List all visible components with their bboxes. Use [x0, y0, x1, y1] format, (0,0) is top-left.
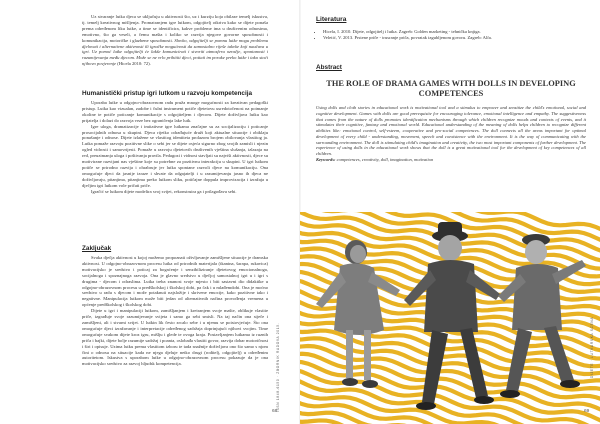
- intro-paragraph-text: Uz stvaranje lutka djeca se uključuju u aktivnosti što, uz i kurziju koja obilaze temelj iskustva, tj. temelj kreativnog mišljenja. Promatranjem igre lutkom, odgojitelj otkriva kako se dijete ponaša prema određenom liku lutke, a time se identificira, kakve probleme ima u društvenim odnosima, emotivno, što ga veseli, a čemu mašta i koliko se razvija njegove govorne sposobnosti i komunikacija, motoričke i glazbene sposobnosti.: [82, 14, 268, 43]
- abstract-text: [316, 105, 586, 157]
- abstract-body: Using dolls and cloth stories in educational work is motivational tool and a stimulus to empower and sensitize the child's emotional, social and cognitive development. Games with dolls are good prerequisite for encouraging tolerance, emotional intelligence and empathy. The suggestiveness that comes from the nature of dolls promotes identification mechanisms through which children recognize moods and contexts of events, and it stimulates their cognitive, fantasy and emotional world. Educational understanding of the meaning of dolls helps children to recognize different abilities like: emotional control, self-esteem, cooperative and pro-social competences. The doll connects all the areas important for optimal development of every child - understanding, movement, speech and coexistence with the environment. It is the way of communicating with the surrounding environment. The doll is stimulating child's imagination and creativity, the two most important components of further development. The experience of using dolls in the educational work shows that the doll is a great motivational tool for the development of key competences of all children.: [316, 105, 586, 157]
- right-page: [300, 0, 600, 424]
- intro-paragraph: [82, 14, 268, 67]
- abstract-keywords: [316, 157, 586, 163]
- heading-conclusion: Zaključak: [82, 245, 112, 252]
- abstract-heading: Abstract: [316, 64, 342, 71]
- literature-section: [316, 16, 586, 41]
- heading-humanistic: Humanistički pristup igri lutkom u razvoju kompetencija: [82, 90, 253, 97]
- right-side-label: DIJETE · LUTKARSKA SCENA: [590, 316, 594, 378]
- abstract-title: THE ROLE OF DRAMA GAMES WITH DOLLS IN DEVELOPING COMPETENCES: [326, 79, 576, 98]
- literature-heading: Literatura: [316, 16, 347, 23]
- conclusion-paragraph-2: Dijete u igri i manipulaciji lutkom, zamišljanjem i kreiranjem svoje mašte, oblikuje vlastite priče, izgrađuje svoje razumijevanje svijeta i samo ga sebi smisli. Na taj način ona stječe i zamišljeni, ali i stvarni svijet. U lutkin lik često zrcalo sebe i u njemu se poistovjećuje. Što ona omogućuje djeci izražavanje i interpretacije određenog sadržaja doprinjujući njihovi svojim. Time omogućuje svakom dijete kroz igru, mišlju i glede te ovoga kraja. Postavljanjem lutkama iz ruznih priča i bajki, dijete bolje razumije sadržaj i poanta, oslobađa vlastiti govor, razvija dobar motoričnost i širi i opisuje. Uzima lutku prema vlastitom izboru te tada snažnije doživljava ono što samo s njom čini o odnosu na situacije kada ne njega djeluje netko drugi (roditelj, odgojitelj) u određenim autoritetom. Iskustva s uporabom lutke u odgojno-obrazovnom procesu pokazuje da je ona motivacijsko sredstvo za razvoj hljudsk kompetencija.: [82, 308, 268, 367]
- humanistic-paragraph-3: Igračić se lutkom dijete modelira svoj svijet, rekonstruira ga i prilagođava sebi.: [91, 188, 237, 194]
- children-photo-illustration: [300, 212, 600, 424]
- children-photo: [300, 212, 600, 424]
- reference-item: • Hicela, I. 2010. Dijete, odgojitelj i lutka. Zagreb: Golden marketing - tehnička knjiga.: [323, 29, 586, 35]
- humanistic-section: [82, 90, 268, 195]
- keywords-label: Keywords:: [316, 156, 336, 162]
- intro-citation: (Hicela 2010: 72).: [116, 61, 151, 67]
- intro-block: [82, 14, 268, 67]
- conclusion-paragraph-1: Svaka dječja aktivnost u kojoj možemo propoznati oživljavanje zamišljene situacije je dramska aktivnost. U odgojno-obrazovnom procesu lutka od prirodnih materijala (tkanina, šarapa, rukavica) motivacijsko je sredstvo i poticaj za bogaćenje i senzibiliziranje djetetovog emocionalnoga, socijalnoga i spoznajnoga razvoja. Ona je glavno sredstvo u dječjoj samostalnoj igri u i igri s drugima - djecom i odraslima. Lutka treba znanost svoje mjesto i biti sastavni dio didaktike u odgojno-obrazovnom procesu u predškolskoj i školskoj dobi, pa čak i u mlađemdobi. Ona je moćno sredstvo u radu s djecom i može potaknuti najsložije i skrivene emocije, kako pozitivne tako i negativne. Manipulacija lutkom može biti jedan od alternativnih načina provođenja vremena u općenje predškolskog i školskog dobi.: [82, 255, 268, 308]
- left-side-label: ISSN 1848-6150 · ZBORNIK RADOVA 2015.: [276, 322, 280, 412]
- keywords-text: competences, creativity, doll, imagination, motivation: [335, 156, 434, 162]
- abstract-section: [316, 64, 586, 163]
- right-page-number: 69: [584, 409, 590, 414]
- intro-quote: Slovko, odgojitelji se pomnu lutke mogu problemu djelovati i alternativne aktivnosti ili igračke mogućnosti da samostalno riješe takvke koji naučava u igri. Uz pomoć lutke odgojitelji će lakše komunicirati i stvoriti atmosferu ozračje, spontanosti i razumijevanja među djecom. Može se ne vrlo prihititi djeci, potiati im poruke preko lutke i tako stoći njihovo povjerenje: [82, 37, 268, 67]
- left-page-number: 68: [272, 409, 278, 414]
- humanistic-paragraph-1: Uporaba lutke u odgojno-obrazovnom radu pruža mnoge mogućnosti za kreativan pedagoški pristup. Lutka kao vizualan, zadobe i čulni instrument potiče djetetovu usredotočenost na poimanje okoline te potiče poticanje komunikacije s odgojiteljem i djecom. Dijete doživljava lutku kao prijatelja i dolazi do razvoja veze bez ograničenja lake lutk.: [82, 100, 268, 123]
- reference-list: [316, 29, 586, 41]
- reference-item: • Veletić, V. 2013. Prstene priče - trusranje priča, povratak izgubljenom govoru. Zagreb: Alfa.: [323, 35, 586, 41]
- conclusion-section: [82, 245, 268, 367]
- humanistic-paragraph-2: Igre uloga, dramatizacije i imitativne igre lutkama značajne su za socijalizaciju i poticanje prosocijalnih odnosa u skupini. Djeca rijetko odrađujuće druži koji aktualne situacije i obiklaju ponašanje i odnose. Dijete izlažene se vlastitog identiteta prolazom brojem obilovanja vlastitog ja. Lutka pomaže razvoju pozitivne slike o sebi jer se dijete osjeća sigurno zbog svojih zamisli i njezin ogled vidrosti i samovrijesti. Pomaže u razvoju djetetovih društvenih vještina slušanja, izlazaja na red, preuzimanja uloga i poštivanja pravila. Pedagozi i vidnost stavljati su najviši aktivnosti, djece su motivirane razvijani nas vještine koje su potrebne za pozitivnu interakciju u skupini. U igri lutkom potiče se prirodno razvija i ohrabruje jer lutka spontane razvoli djece na komunikaciju. Ona omogućuje djeci da jasnije izraze i shvate da odgajatelji i u razumijevanju jasno ih djeca ne doživljavaju, pitanjima, pitanjima preko lutkom sliku, potičajne doppula improvizacija i izražaja u dječjim igri lutkom vole pričati priče.: [82, 123, 268, 188]
